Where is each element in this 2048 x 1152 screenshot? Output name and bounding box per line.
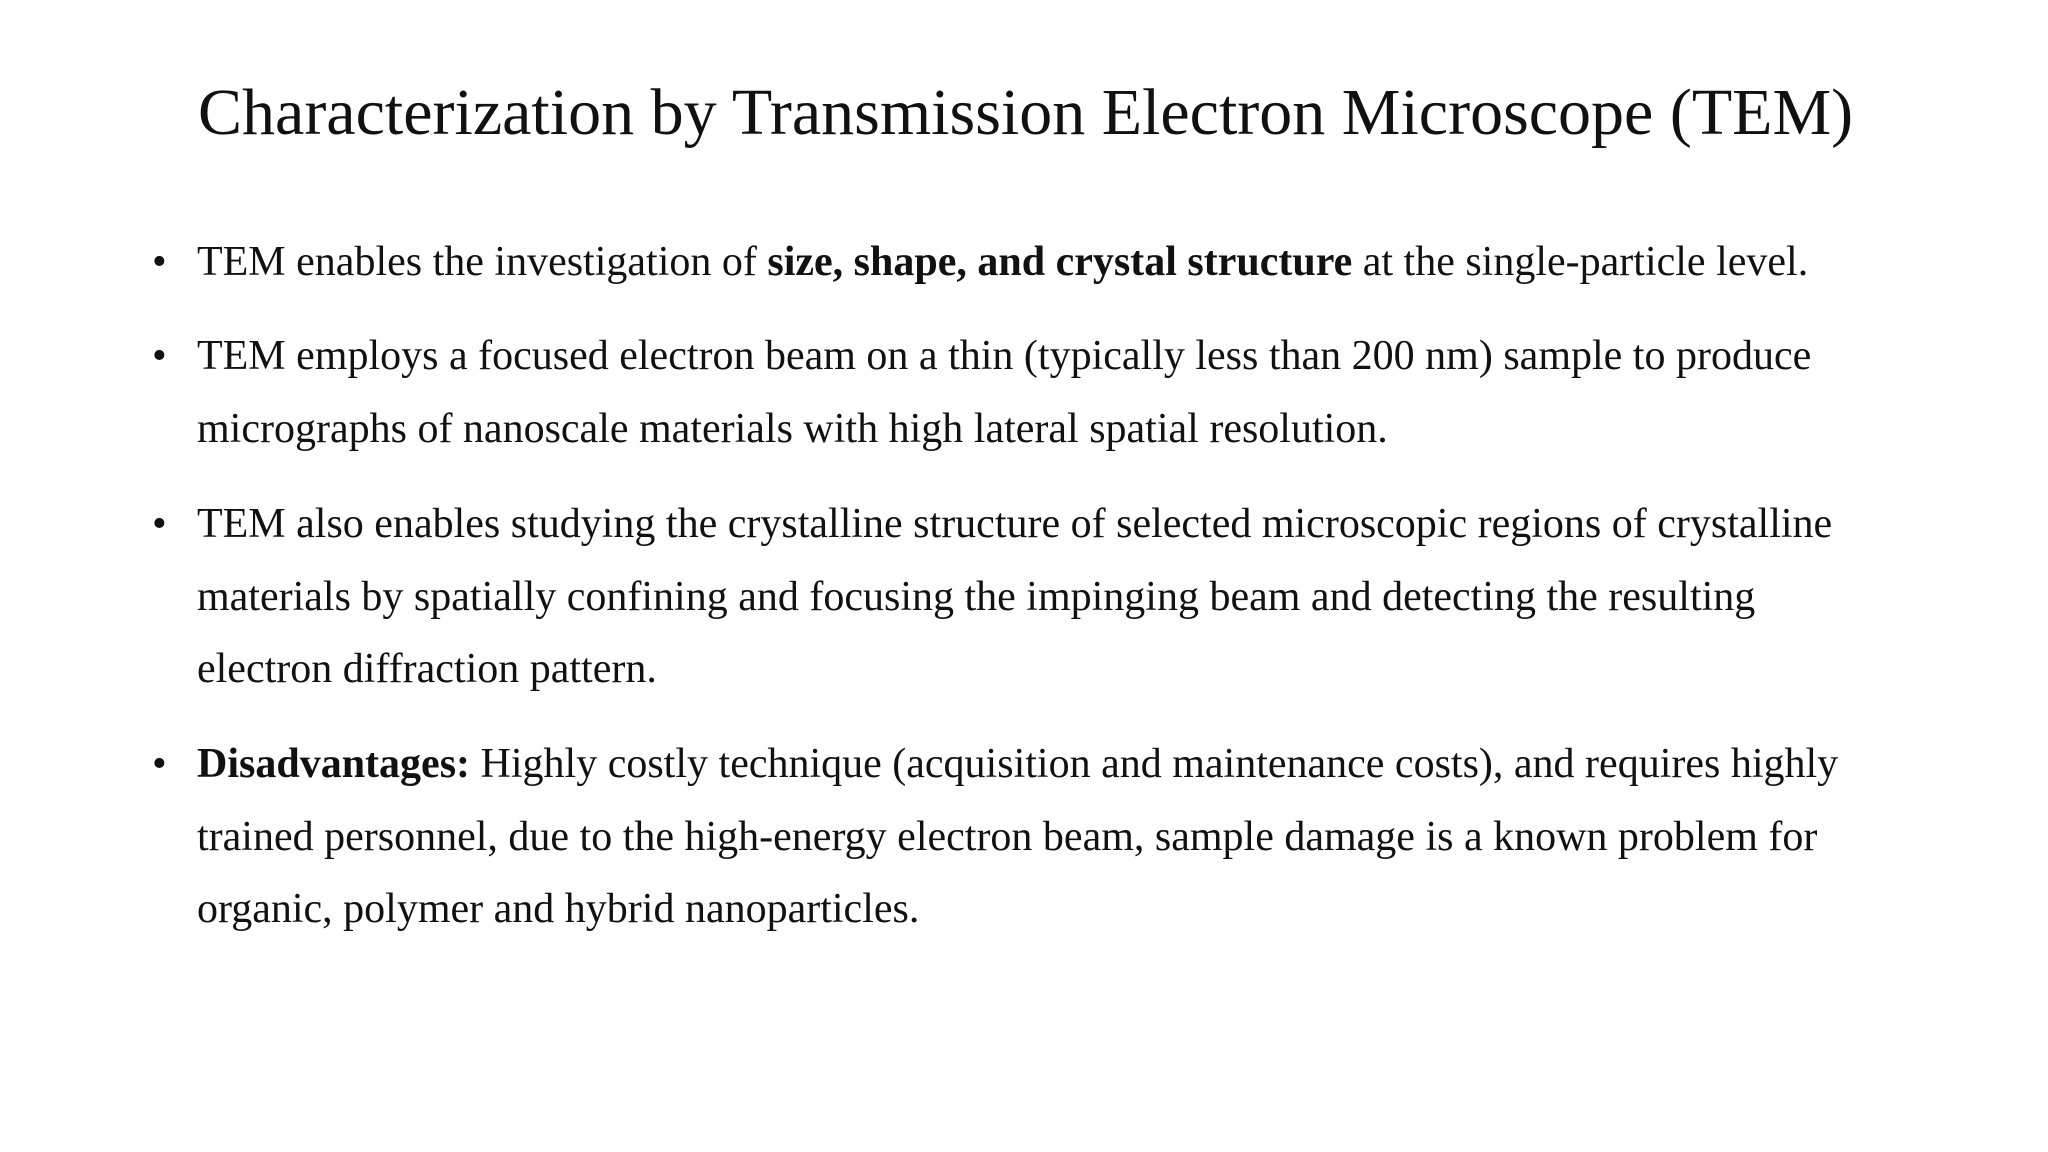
- bullet-line-2: materials by spatially confining and focusing the impinging beam and detecting the resulting: [197, 573, 1756, 620]
- bullet-dot: •: [152, 741, 167, 787]
- bullet-dot: •: [152, 501, 167, 547]
- bullet-text-post: at the single-particle level.: [1352, 239, 1809, 285]
- bullet-dot: •: [152, 239, 167, 285]
- bullet-line-2: micrographs of nanoscale materials with high lateral spatial resolution.: [197, 405, 1388, 452]
- bullet-line-3: organic, polymer and hybrid nanoparticles.: [197, 886, 920, 932]
- bullet-text-rest: Highly costly technique (acquisition and maintenance costs), and requires highly: [470, 741, 1839, 787]
- bullet-line-1: TEM employs a focused electron beam on a thin (typically less than 200 nm) sample to produce: [197, 333, 1812, 379]
- bullet-dot: •: [152, 333, 167, 379]
- bullet-text: [197, 728, 1917, 946]
- bullet-text: [197, 488, 1917, 706]
- bullet-text: [197, 320, 1917, 465]
- bullet-line-1: TEM also enables studying the crystalline structure of selected microscopic regions of crystalline: [197, 501, 1833, 547]
- slide-title: Characterization by Transmission Electron Microscope (TEM): [198, 76, 1854, 149]
- bullet-text: [197, 226, 1917, 299]
- bullet-text-pre: TEM enables the investigation of: [197, 239, 768, 285]
- bullet-line-1: [197, 728, 1917, 801]
- bullet-text-bold: size, shape, and crystal structure: [767, 239, 1353, 285]
- bullet-line-3: electron diffraction pattern.: [197, 646, 657, 692]
- bullet-line-2: trained personnel, due to the high-energy electron beam, sample damage is a known problem for: [197, 813, 1818, 860]
- disadvantages-label: Disadvantages:: [197, 741, 471, 787]
- bullet-line: [197, 226, 1917, 299]
